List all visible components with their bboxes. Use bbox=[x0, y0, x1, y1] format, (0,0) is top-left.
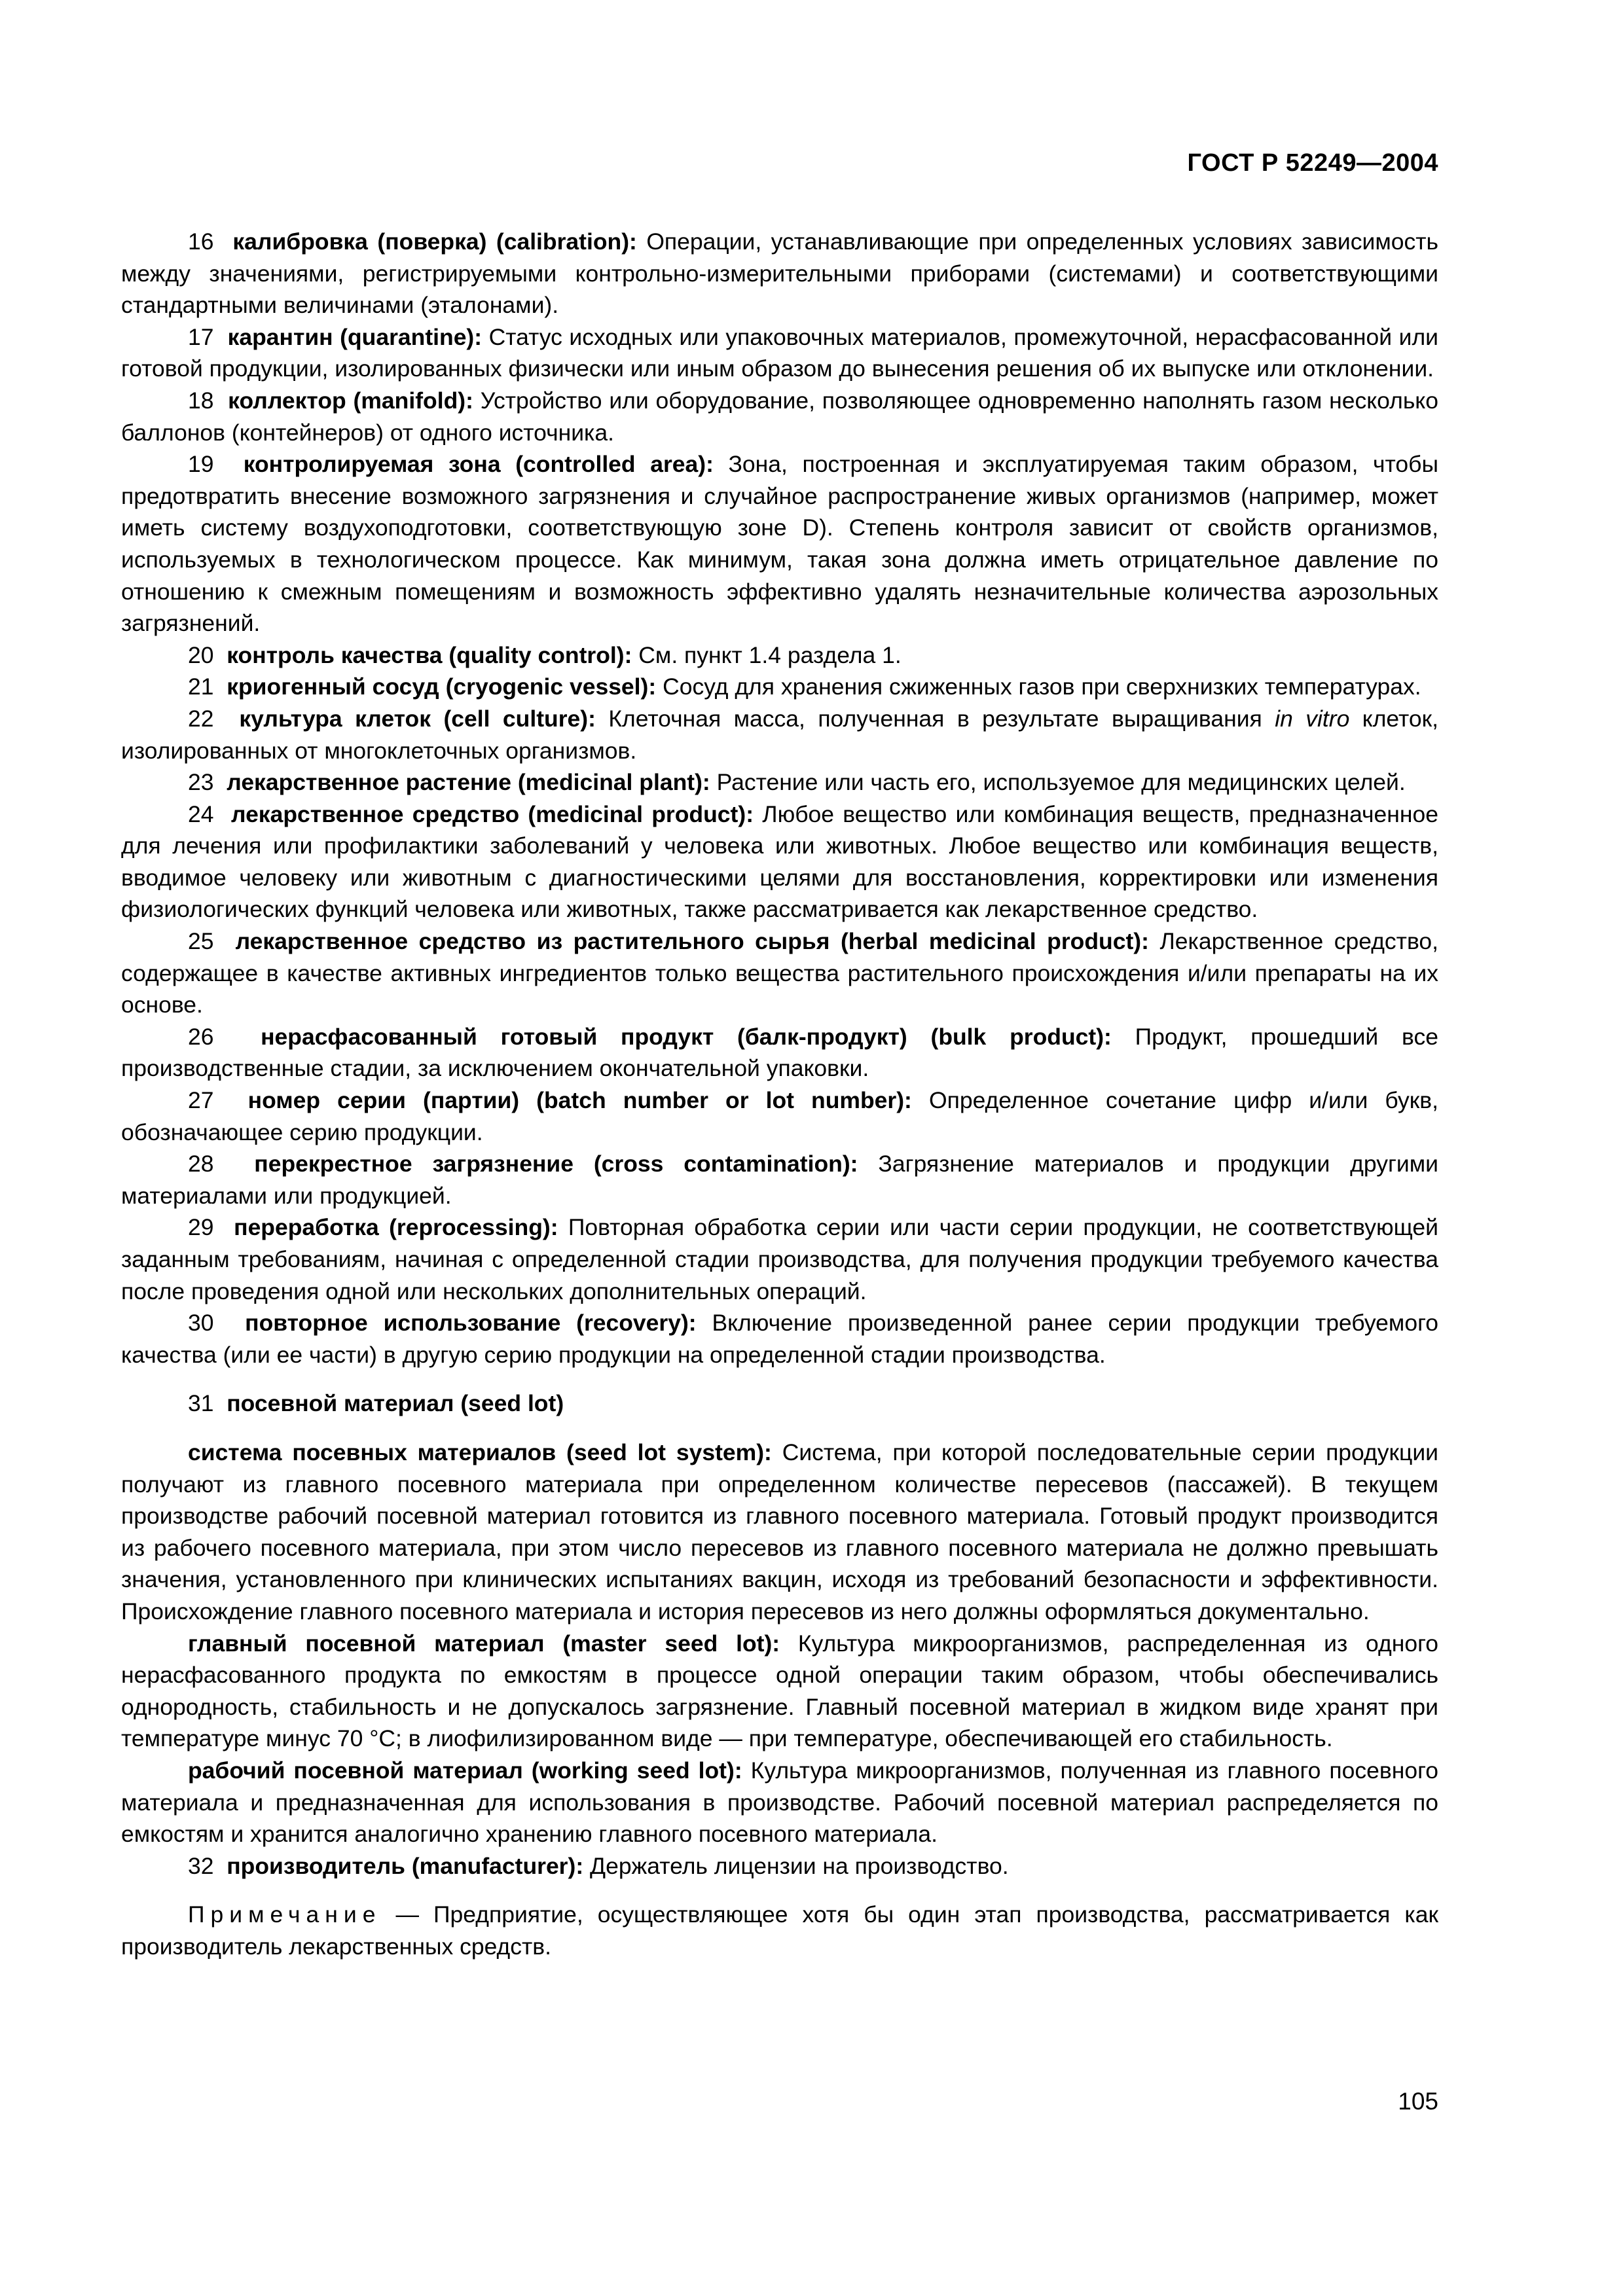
term: система посевных материалов (seed lot system): bbox=[188, 1439, 772, 1465]
entry-29: 29 переработка (reprocessing): Повторная обработка серии или части серии продукции, не соответствующей заданным требованиям, начиная с определенной стадии производства, для получения продукции требуемого качества после проведения одной или нескольких дополнительных операций. bbox=[121, 1214, 1438, 1304]
entry-21: 21 криогенный сосуд (cryogenic vessel): Сосуд для хранения сжиженных газов при сверхнизких температурах. bbox=[188, 673, 1421, 700]
entry-19: 19 контролируемая зона (controlled area): Зона, построенная и эксплуатируемая таким образом, чтобы предотвратить внесение возможного загрязнения и случайное распространение живых организмов (например, может иметь систему воздухоподготовки, соответствующую зоне D). Степень контроля зависит от свойств организмов, используемых в технологическом процессе. Как минимум, такая зона должна иметь отрицательное давление по отношению к смежным помещениям и возможность эффективно удалять незначительные количества аэрозольных загрязнений. bbox=[121, 451, 1438, 637]
term: лекарственное средство (medicinal product): bbox=[230, 800, 754, 827]
entry-22: 22 культура клеток (cell culture): Клеточная масса, полученная в результате выращивания in vitro клеток, изолированных от многоклеточных организмов. bbox=[121, 705, 1438, 764]
note-text: — Предприятие, осуществляющее хотя бы один этап производства, рассматривается как производитель лекарственных средств. bbox=[121, 1901, 1438, 1960]
entry-28: 28 перекрестное загрязнение (cross contamination): Загрязнение материалов и продукции другими материалами или продукцией. bbox=[121, 1151, 1438, 1209]
subentry-master-seed-lot: главный посевной материал (master seed lot): Культура микроорганизмов, распределенная из одного нерасфасованного продукта по емкостям в процессе одной операции таким образом, чтобы обеспечивались однородность, стабильность и не допускалось загрязнение. Главный посевной материал в жидком виде хранят при температуре минус 70 °С; в лиофилизированном виде — при температуре, обеспечивающей его стабильность. bbox=[121, 1630, 1438, 1752]
note bbox=[121, 1899, 1438, 1962]
entry-16: 16 калибровка (поверка) (calibration): Операции, устанавливающие при определенных условиях зависимость между значениями, регистрируемыми контрольно-измерительными приборами (системами) и соответствующими стандартными величинами (эталонами). bbox=[121, 228, 1438, 319]
entry-23: 23 лекарственное растение (medicinal plant): Растение или часть его, используемое для медицинских целей. bbox=[188, 769, 1406, 796]
entry-32: 32 производитель (manufacturer): Держатель лицензии на производство. bbox=[188, 1852, 1009, 1879]
entry-27: 27 номер серии (партии) (batch number or lot number): Определенное сочетание цифр и/или букв, обозначающее серию продукции. bbox=[121, 1087, 1438, 1145]
term: переработка (reprocessing): bbox=[234, 1214, 558, 1241]
entry-31: 31 посевной материал (seed lot) bbox=[188, 1390, 564, 1417]
term: посевной материал (seed lot) bbox=[227, 1390, 564, 1417]
term: коллектор (manifold): bbox=[228, 387, 473, 414]
entry-18: 18 коллектор (manifold): Устройство или оборудование, позволяющее одновременно наполнять газом несколько баллонов (контейнеров) от одного источника. bbox=[121, 387, 1438, 446]
term: культура клеток (cell culture): bbox=[239, 705, 596, 732]
term: лекарственное растение (medicinal plant): bbox=[227, 769, 710, 796]
note-label: Примечание bbox=[188, 1901, 382, 1928]
term: перекрестное загрязнение (cross contamination): bbox=[254, 1151, 858, 1177]
term: контроль качества (quality control): bbox=[227, 641, 632, 668]
subentry-working-seed-lot: рабочий посевной материал (working seed lot): Культура микроорганизмов, полученная из главного посевного материала и предназначенная для использования в производстве. Рабочий посевной материал распределяется по емкостям и хранится аналогично хранению главного посевного материала. bbox=[121, 1757, 1438, 1848]
entry-25: 25 лекарственное средство из растительного сырья (herbal medicinal product): Лекарственное средство, содержащее в качестве активных ингредиентов только вещества растительного происхождения и/или препараты на их основе. bbox=[121, 928, 1439, 1018]
term: рабочий посевной материал (working seed lot): bbox=[188, 1757, 742, 1784]
entry-24: 24 лекарственное средство (medicinal product): Любое вещество или комбинация веществ, предназначенное для лечения или профилактики заболеваний у человека или животных. Любое вещество или комбинация веществ, вводимое человеку или животным с диагностическими целями для восстановления, корректировки или изменения физиологических функций человека или животных, также рассматривается как лекарственное средство. bbox=[121, 800, 1438, 923]
entry-20: 20 контроль качества (quality control): См. пункт 1.4 раздела 1. bbox=[188, 641, 902, 668]
term: производитель (manufacturer): bbox=[227, 1852, 584, 1879]
term: контролируемая зона (controlled area): bbox=[243, 451, 714, 478]
page-header-standard-code: ГОСТ Р 52249—2004 bbox=[1187, 149, 1438, 177]
term: криогенный сосуд (cryogenic vessel): bbox=[227, 673, 657, 700]
term: калибровка (поверка) (calibration): bbox=[232, 228, 637, 255]
term: нерасфасованный готовый продукт (балк-продукт) (bulk product): bbox=[261, 1023, 1112, 1050]
entry-17: 17 карантин (quarantine): Статус исходных или упаковочных материалов, промежуточной, нерасфасованной или готовой продукции, изолированных физически или иным образом до вынесения решения об их выпуске или отклонении. bbox=[121, 323, 1439, 382]
term: главный посевной материал (master seed lot): bbox=[188, 1630, 780, 1657]
term: лекарственное средство из растительного сырья (herbal medicinal product): bbox=[235, 928, 1149, 955]
page-number: 105 bbox=[1398, 2088, 1438, 2115]
term: карантин (quarantine): bbox=[227, 323, 483, 350]
term: повторное использование (recovery): bbox=[245, 1310, 697, 1336]
entry-30: 30 повторное использование (recovery): Включение произведенной ранее серии продукции требуемого качества (или ее части) в другую серию продукции на определенной стадии производства. bbox=[121, 1310, 1438, 1368]
term: номер серии (партии) (batch number or lot number): bbox=[247, 1087, 912, 1114]
document-body bbox=[121, 226, 1438, 1962]
entry-26: 26 нерасфасованный готовый продукт (балк-продукт) (bulk product): Продукт, прошедший все производственные стадии, за исключением окончательной упаковки. bbox=[121, 1023, 1438, 1082]
subentry-seed-lot-system: система посевных материалов (seed lot system): Система, при которой последовательные серии продукции получают из главного посевного материала при определенном количестве пересевов (пассажей). В текущем производстве рабочий посевной материал готовится из главного посевного материала. Готовый продукт производится из рабочего посевного материала, при этом число пересевов из главного посевного материала не должно превышать значения, установленного при клинических испытаниях вакцин, исходя из требований безопасности и эффективности. Происхождение главного посевного материала и история пересевов из него должны оформляться документально. bbox=[121, 1439, 1438, 1624]
